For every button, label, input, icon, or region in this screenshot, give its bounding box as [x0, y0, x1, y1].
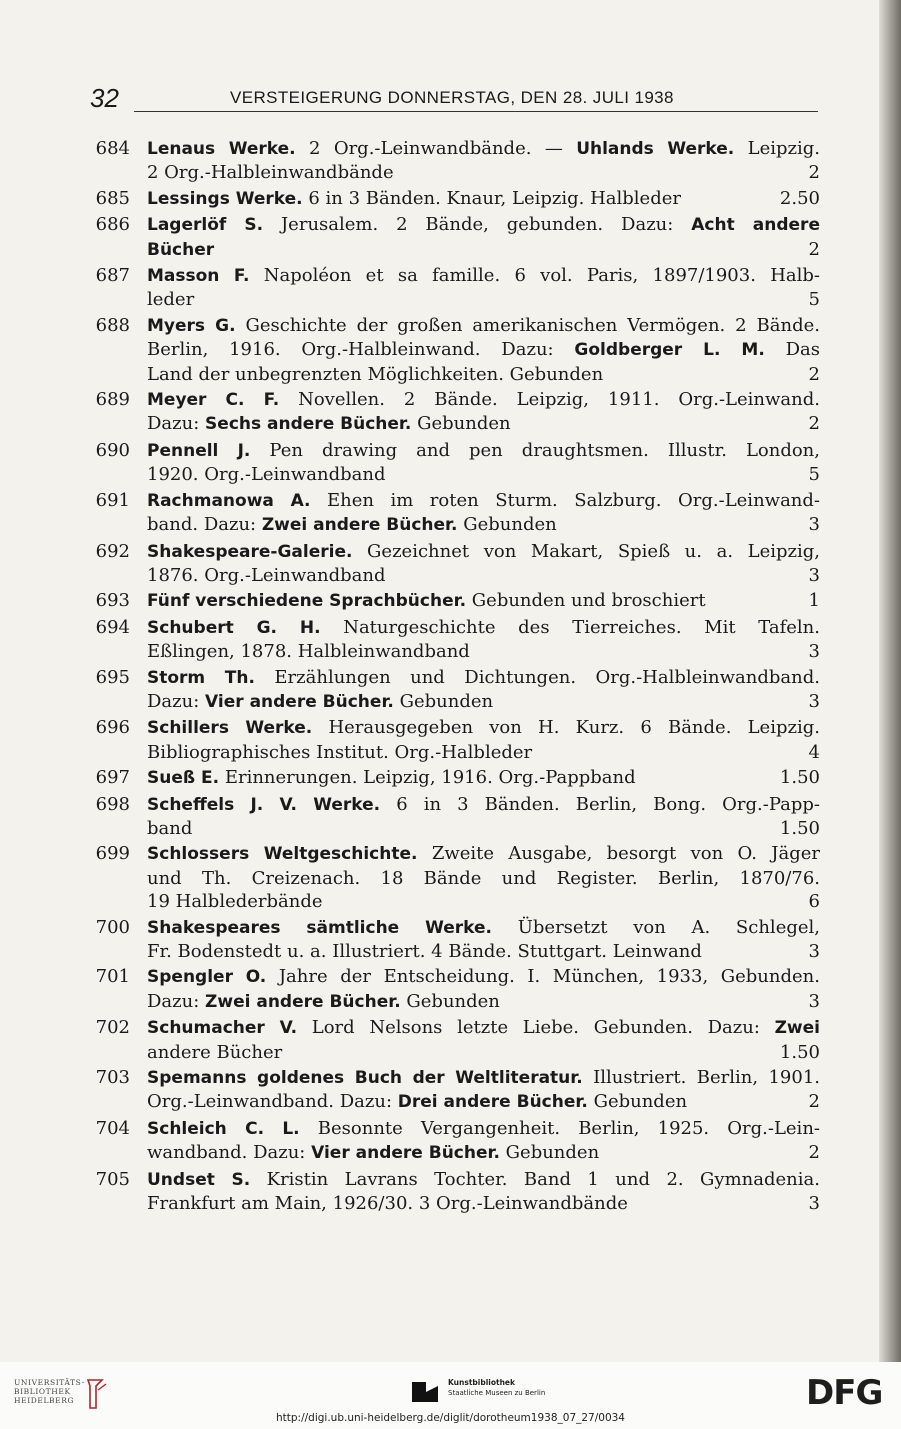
lot-text: Dazu:	[147, 990, 200, 1012]
footer-bar	[0, 1362, 901, 1429]
lot-line	[147, 489, 820, 513]
lot-number: 688	[95, 314, 130, 336]
lot-text: Übersetzt von A. Schlegel,	[517, 916, 820, 938]
lot-text: Gezeichnet von Makart, Spieß u. a. Leipzig,	[367, 540, 820, 562]
lot-line	[147, 842, 820, 866]
lot-title-secondary: Vier andere Bücher.	[205, 691, 394, 712]
lot-entry	[90, 616, 820, 664]
lot-text: Zweite Ausgabe, besorgt von O. Jäger	[431, 843, 820, 865]
lot-title: Meyer C. F.	[147, 390, 280, 411]
lot-price: 1.50	[779, 1041, 820, 1063]
lot-title: Fünf verschiedene Sprachbücher.	[147, 591, 467, 612]
lot-number: 703	[95, 1067, 130, 1089]
lot-title: Shakespeares sämtliche Werke.	[147, 917, 493, 938]
lot-line	[147, 513, 820, 537]
lot-title-secondary: Drei andere Bücher.	[397, 1092, 588, 1113]
lot-title-secondary: Sechs andere Bücher.	[205, 414, 412, 435]
lot-price: 2	[808, 1091, 820, 1113]
lot-line	[147, 314, 820, 338]
lot-text: Ehen im roten Sturm. Salzburg. Org.-Leinwand-	[327, 489, 820, 511]
lot-line	[147, 288, 820, 311]
lot-entry	[90, 540, 820, 588]
lot-price: 1.50	[779, 817, 820, 839]
lot-entry	[90, 716, 820, 764]
lot-line	[147, 741, 820, 764]
lot-line	[147, 463, 820, 486]
lot-line	[147, 990, 820, 1014]
lot-text: Gebunden	[399, 690, 494, 712]
lot-number: 698	[95, 793, 130, 815]
lot-line	[147, 363, 820, 386]
lot-number: 699	[95, 843, 130, 865]
lot-number: 690	[95, 439, 130, 461]
lot-line	[147, 1168, 820, 1192]
lot-title: Lagerlöf S.	[147, 215, 264, 236]
lot-entry	[90, 766, 820, 790]
lot-title-secondary: Goldberger L. M.	[574, 340, 765, 361]
lot-text: Gebunden	[593, 1091, 688, 1113]
lot-text: band. Dazu:	[147, 514, 257, 536]
lot-price: 6	[808, 891, 820, 913]
lot-title: Lessings Werke.	[147, 188, 303, 209]
lot-price: 4	[808, 741, 820, 763]
dfg-logo: DFG	[806, 1373, 883, 1413]
lot-text: 2 Org.-Leinwandbände. —	[309, 138, 577, 159]
university-line-2: BIBLIOTHEK	[14, 1387, 71, 1396]
university-line-1: UNIVERSITÄTS-	[14, 1378, 85, 1387]
lot-number: 691	[95, 489, 130, 511]
lot-title-secondary: Acht andere	[691, 215, 820, 236]
lot-text: Berlin, 1916. Org.-Halbleinwand. Dazu:	[147, 339, 554, 361]
lot-line	[147, 161, 820, 184]
lot-text: Bibliographisches Institut. Org.-Halbleder	[147, 741, 533, 763]
lot-text: Lord Nelsons letzte Liebe. Gebunden. Dazu:	[311, 1017, 760, 1039]
lot-text: Dazu:	[147, 413, 200, 435]
lot-text: Frankfurt am Main, 1926/30. 3 Org.-Leinwandbände	[147, 1193, 628, 1215]
lot-text: Gebunden	[505, 1142, 600, 1164]
lot-title: Spengler O.	[147, 967, 267, 988]
lot-line	[147, 1141, 820, 1165]
lot-line	[147, 1192, 820, 1215]
lot-entry	[90, 314, 820, 386]
lot-title: Masson F.	[147, 266, 250, 287]
lot-line	[147, 940, 820, 963]
museen-name: Staatliche Museen zu Berlin	[448, 1389, 546, 1397]
lot-title: Shakespeare-Galerie.	[147, 541, 353, 562]
lot-text: Geschichte der großen amerikanischen Vermögen. 2 Bände.	[245, 314, 820, 336]
lot-title-secondary: Zwei andere Bücher.	[205, 991, 401, 1012]
lot-title: Scheffels J. V. Werke.	[147, 794, 381, 815]
lot-line	[147, 1016, 820, 1040]
lot-number: 686	[95, 214, 130, 236]
lot-price: 3	[808, 1193, 820, 1215]
lot-entry	[90, 793, 820, 841]
lot-price: 2	[808, 238, 820, 260]
lot-text: Napoléon et sa famille. 6 vol. Paris, 1897/1903. Halb-	[263, 265, 820, 287]
lot-text: Pen drawing and pen draughtsmen. Illustr. London,	[269, 439, 820, 461]
lot-title-secondary: Vier andere Bücher.	[311, 1143, 500, 1164]
lot-text: Eßlingen, 1878. Halbleinwandband	[147, 641, 470, 663]
lot-text: und Th. Creizenach. 18 Bände und Register. Berlin, 1870/76.	[147, 867, 820, 889]
page-number: 32	[90, 83, 119, 113]
lot-price: 2	[808, 162, 820, 184]
lot-entry	[90, 388, 820, 437]
lot-line	[147, 1066, 820, 1090]
lot-title: Schumacher V.	[147, 1018, 298, 1039]
kunstbibliothek-logo-icon	[410, 1376, 440, 1406]
lot-number: 687	[95, 265, 130, 287]
lot-number: 700	[95, 916, 130, 938]
lot-text: Erzählungen und Dichtungen. Org.-Halbleinwandband.	[274, 666, 820, 688]
lot-line	[147, 890, 820, 913]
kunstbibliothek-label	[448, 1378, 545, 1398]
lot-text: band	[147, 817, 193, 839]
lot-entry	[90, 187, 820, 211]
lot-line	[147, 616, 820, 640]
lot-number: 695	[95, 666, 130, 688]
lot-text: Gebunden	[406, 990, 500, 1012]
lot-title: Schubert G. H.	[147, 617, 321, 638]
lot-number: 701	[95, 966, 130, 988]
lot-price: 5	[808, 464, 820, 486]
lot-entry	[90, 666, 820, 715]
lot-number: 697	[95, 767, 130, 789]
lot-title-secondary: Zwei	[774, 1018, 820, 1039]
lot-entry	[90, 842, 820, 913]
running-title: VERSTEIGERUNG DONNERSTAG, DEN 28. JULI 1938	[230, 88, 674, 107]
lot-title: Myers G.	[147, 315, 236, 336]
lot-text: 19 Halblederbände	[147, 891, 323, 913]
lot-price: 3	[808, 641, 820, 663]
lot-entry	[90, 213, 820, 262]
lot-title: Rachmanowa A.	[147, 490, 311, 511]
lot-price: 3	[808, 514, 820, 536]
lot-text: Org.-Leinwandband. Dazu:	[147, 1091, 393, 1113]
lot-text: Erinnerungen. Leipzig, 1916. Org.-Pappband	[224, 767, 636, 789]
lot-line	[147, 640, 820, 663]
lot-text: Leipzig.	[747, 138, 820, 159]
lot-text: 6 in 3 Bänden. Knaur, Leipzig. Halbleder	[308, 187, 681, 209]
lot-line	[147, 817, 820, 840]
university-library-label	[14, 1378, 85, 1405]
lot-line	[147, 137, 820, 161]
lot-entry	[90, 589, 820, 613]
lot-number: 692	[95, 540, 130, 562]
lot-line	[147, 666, 820, 690]
university-line-3: HEIDELBERG	[14, 1396, 75, 1405]
lot-number: 696	[95, 717, 130, 739]
header-rule	[134, 111, 818, 112]
lot-line	[147, 766, 820, 790]
lot-line	[147, 388, 820, 412]
permalink-url[interactable]: http://digi.ub.uni-heidelberg.de/diglit/dorotheum1938_07_27/0034	[276, 1412, 625, 1424]
lot-title: Bücher	[147, 239, 215, 260]
lot-text: 6 in 3 Bänden. Berlin, Bong. Org.-Papp-	[396, 793, 820, 815]
kunstbibliothek-name: Kunstbibliothek	[448, 1378, 516, 1387]
lot-line	[147, 540, 820, 564]
lot-line	[147, 564, 820, 587]
lot-line	[147, 412, 820, 436]
lot-text: Gebunden und broschiert	[471, 590, 706, 612]
lot-entry	[90, 264, 820, 312]
lot-entry	[90, 1066, 820, 1115]
lot-line	[147, 1041, 820, 1064]
lot-title-secondary: Zwei andere Bücher.	[261, 515, 458, 536]
lot-text: wandband. Dazu:	[147, 1142, 306, 1164]
lot-price: 1.50	[779, 767, 820, 789]
lot-title: Sueß E.	[147, 768, 220, 789]
lot-price: 3	[808, 564, 820, 586]
lot-number: 685	[95, 187, 130, 209]
lot-text: Gebunden	[463, 514, 557, 536]
lot-text: Gebunden	[417, 413, 511, 435]
lot-entry	[90, 1016, 820, 1064]
lot-text: 1876. Org.-Leinwandband	[147, 564, 386, 586]
lot-line	[147, 1090, 820, 1114]
lot-text: Herausgegeben von H. Kurz. 6 Bände. Leipzig.	[328, 717, 820, 739]
lot-line	[147, 916, 820, 940]
lot-entry	[90, 1117, 820, 1166]
lot-text: Dazu:	[147, 690, 200, 712]
page-header	[90, 84, 818, 112]
lot-text: 2 Org.-Halbleinwandbände	[147, 162, 394, 184]
lot-price: 2	[808, 1142, 820, 1164]
lot-title: Pennell J.	[147, 440, 251, 461]
lot-line	[147, 1117, 820, 1141]
lot-price: 3	[808, 690, 820, 712]
lot-line	[147, 338, 820, 362]
lot-entry	[90, 916, 820, 964]
lot-line	[147, 213, 820, 237]
lot-text: Das	[785, 339, 820, 361]
lot-text: Kristin Lavrans Tochter. Band 1 und 2. Gymnadenia.	[266, 1168, 820, 1190]
university-logo-icon	[84, 1376, 108, 1410]
lot-number: 693	[95, 590, 130, 612]
lot-price: 5	[808, 289, 820, 311]
lot-title: Schlossers Weltgeschichte.	[147, 844, 418, 865]
lot-title-secondary: Uhlands Werke.	[576, 139, 735, 159]
lot-line	[147, 965, 820, 989]
lot-price: 3	[808, 990, 820, 1012]
lot-price: 2	[808, 413, 820, 435]
lot-text: 1920. Org.-Leinwandband	[147, 464, 386, 486]
lot-number: 684	[95, 138, 130, 159]
lot-text: Illustriert. Berlin, 1901.	[593, 1067, 820, 1089]
lot-line	[147, 793, 820, 817]
lot-line	[147, 589, 820, 613]
lot-title: Storm Th.	[147, 667, 255, 688]
lot-title: Schleich C. L.	[147, 1118, 300, 1139]
lot-number: 689	[95, 389, 130, 411]
page-edge-shadow	[879, 0, 901, 1362]
lot-line	[147, 716, 820, 740]
lot-text: andere Bücher	[147, 1041, 283, 1063]
lot-entry	[90, 489, 820, 538]
lot-text: Fr. Bodenstedt u. a. Illustriert. 4 Bände. Stuttgart. Leinwand	[147, 941, 702, 962]
lot-price: 2	[808, 363, 820, 385]
lot-text: Naturgeschichte des Tierreiches. Mit Tafeln.	[343, 616, 820, 638]
lot-text: Novellen. 2 Bände. Leipzig, 1911. Org.-Leinwand.	[298, 389, 820, 411]
lot-line	[147, 264, 820, 288]
lot-text: leder	[147, 289, 195, 311]
lot-number: 694	[95, 616, 130, 638]
lot-title: Schillers Werke.	[147, 718, 313, 739]
lot-title: Lenaus Werke.	[147, 139, 296, 159]
lot-title: Spemanns goldenes Buch der Weltliteratur.	[147, 1068, 583, 1089]
lot-entry	[90, 439, 820, 487]
lot-text: Besonnte Vergangenheit. Berlin, 1925. Org.-Lein-	[317, 1117, 820, 1139]
lot-text: Jahre der Entscheidung. I. München, 1933, Gebunden.	[278, 966, 820, 988]
lot-line	[147, 690, 820, 714]
lot-price: 1	[808, 590, 820, 612]
lot-list	[90, 137, 820, 1217]
lot-entry	[90, 965, 820, 1014]
lot-number: 702	[95, 1017, 130, 1039]
lot-price: 3	[808, 941, 820, 962]
lot-line	[147, 238, 820, 262]
lot-number: 704	[95, 1117, 130, 1139]
lot-text: Land der unbegrenzten Möglichkeiten. Gebunden	[147, 363, 604, 385]
lot-line	[147, 439, 820, 463]
lot-entry	[90, 137, 820, 185]
lot-title: Undset S.	[147, 1169, 251, 1190]
lot-text: Jerusalem. 2 Bände, gebunden. Dazu:	[280, 214, 674, 236]
lot-entry	[90, 1168, 820, 1216]
lot-line	[147, 187, 820, 211]
lot-number: 705	[95, 1168, 130, 1190]
lot-line	[147, 867, 820, 890]
lot-price: 2.50	[779, 187, 820, 209]
